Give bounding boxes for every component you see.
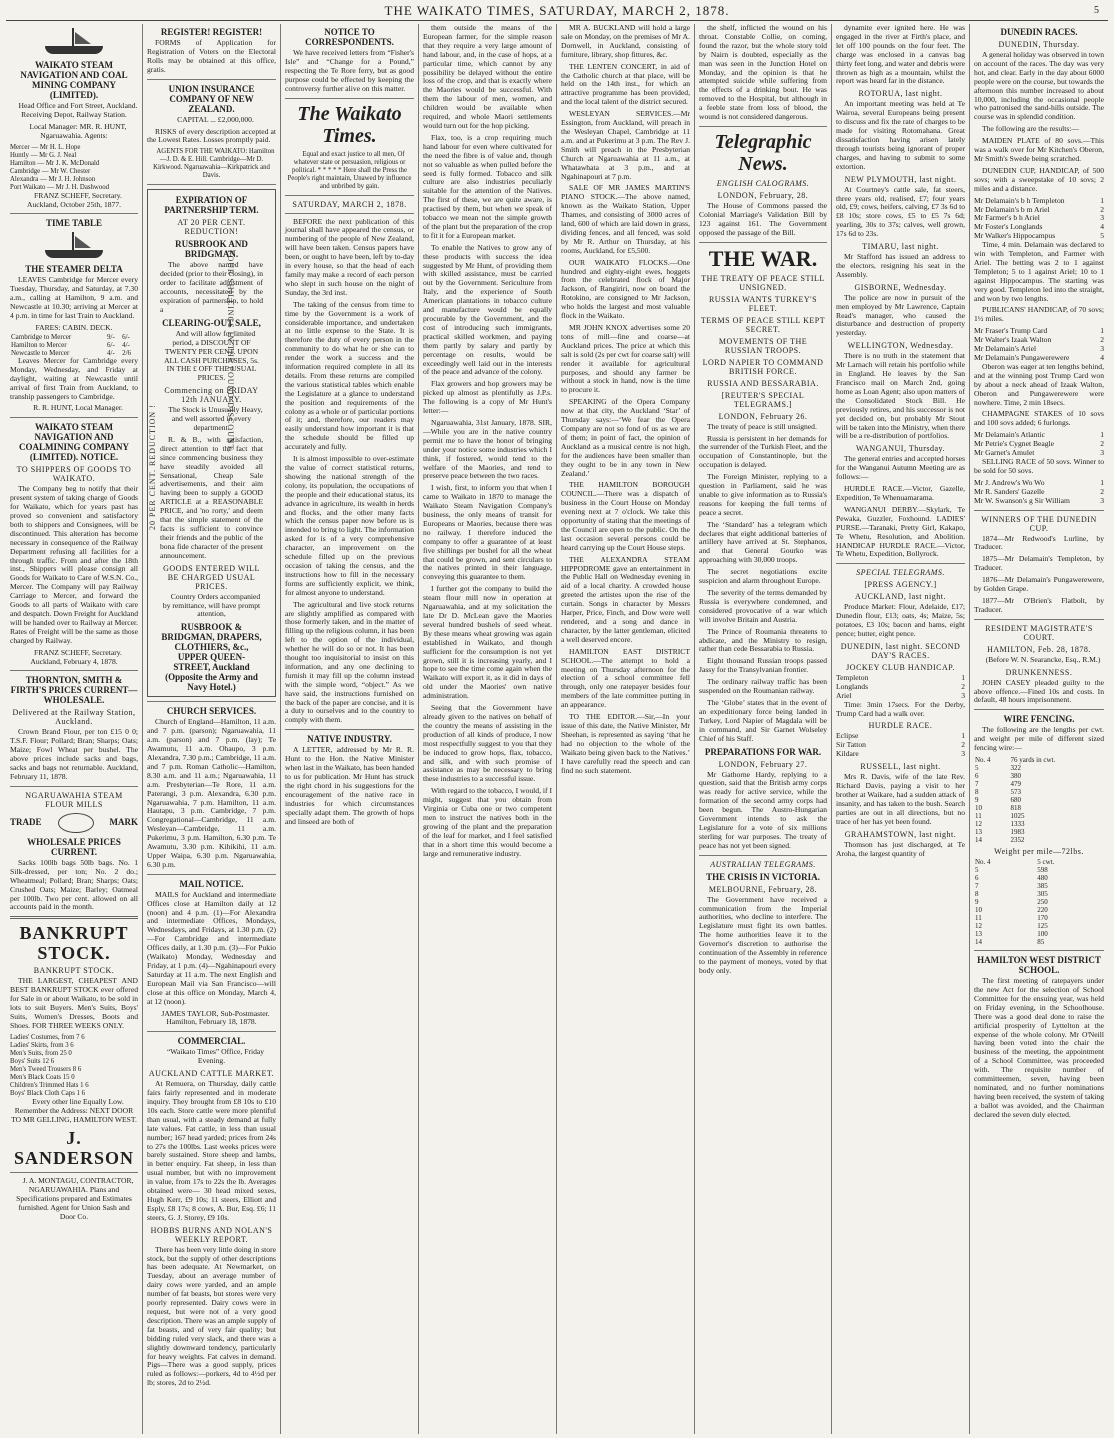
delta-signature: R. R. HUNT, Local Manager. xyxy=(33,403,123,413)
clearing-sale: CLEARING-OUT SALE, xyxy=(162,317,261,328)
war-paragraph: The Foreign Minister, replying to a question in Parliament, said he was unable to give information as to Russia's reasons for keeping the full terms of peace a secret. xyxy=(699,472,827,517)
news-item: An important meeting was held at Te Wairoa, several Europeans being present to discuss and fix the rate of charges to be made for visiting Rotomahana. Great dissatisfaction having arisen lately through tourists being ignorant of proper charges, and having to submit to some extortion. xyxy=(836,99,965,171)
news-item: Thomson has just discharged, at Te Aroha, the largest quantity of xyxy=(836,839,965,858)
paper-title: The Waikato Times. xyxy=(297,102,402,147)
cattle-text: At Remuera, on Thursday, daily cattle fairs fairly represented and in moderate inquiry. They brought from £8 10s to £10 10s each. Store cattle were more plentiful than usual, with a steady demand at fully late values. Fat cattle, in less than usual number; 167 head yarded; prices from 24s to 27s the 100lbs. Last weeks prices were barely sustained. Store sheep and lambs, in better enquiry. Fat sheep, in less than usual number, but with no improvement in value, from 17s to 22s the lb. Averages obtained were— 30 head mixed sexes, Hugh Kerr, £9 10s; 11 steers, Elliott and Esply, £8 17s; 8 cows, A. Bur, Esq. £6; 11 steers, G. J. Storey, £9 10s. xyxy=(147,1079,276,1222)
war-headline: TERMS OF PEACE STILL KEPT SECRET. xyxy=(700,315,826,334)
wire-fencing-title: WIRE FENCING. xyxy=(1003,714,1075,725)
native-industry-text: A LETTER, addressed by Mr R. R. Hunt to the Hon. the Native Minister when last in the Waikato, has been handed to us for publication. Mr Hunt has struck the right chord in his suggestions for the encouragement of the native race in industries for which circumstances specially adapt them. The growth of hops and linseed are both of xyxy=(285,745,414,826)
leader-paragraph: It is almost impossible to over-estimate the value of correct statistical returns, showing the national strength of the colony, its population, the occupations of the people and their educational status, its advance in agriculture, its wealth in herds and flocks, and the other many facts which the census paper now before us is intended to bring to light. The information asked for is of a very comprehensive character, an improvement on the schedule filled up on the previous occasion of taking the census, and the instructions how to fill in the necessary forms are sufficiently explicit, we think, for almost anyone to understand. xyxy=(285,454,414,597)
table-row: Sir Tatton 2 xyxy=(836,740,965,750)
table-row: Mr Walker's Hippocampus 5 xyxy=(974,231,1104,241)
agent-entry: Mercer — Mr H. L. Hope xyxy=(10,143,81,151)
race-title: HURDLE RACE. xyxy=(868,721,933,731)
wire-intro: The following are the lengths per cwt. and weight per mile of different sized fencing wire:— xyxy=(974,725,1104,753)
preparations-text: Mr Gathorne Hardy, replying to a question, said that the British army corps was ready for active service, while the formation of the second army corps had been begun. The Austro-Hungarian Government intends to ask the Legislature for a vote of six millions sterling for war purposes. The treaty of peace has not yet been signed. xyxy=(699,769,827,850)
dunedin-races-title: DUNEDIN RACES. xyxy=(1000,27,1078,37)
church-title: CHURCH SERVICES. xyxy=(166,706,257,717)
table-row: 13 1983 xyxy=(975,828,1025,837)
dateline: GISBORNE, Wednesday. xyxy=(854,282,947,292)
preparations-title: PREPARATIONS FOR WAR. xyxy=(704,746,822,757)
list-item: 1875—Mr Delamain's Templeton, by Traducer. xyxy=(974,554,1104,573)
agents-heading: Local Manager: MR. R. HUNT, Ngaruawahia. Agents: xyxy=(29,121,127,140)
commercial-sub: “Waikato Times” Office, Friday Evening. xyxy=(166,1047,265,1066)
table-row: 14 2352 xyxy=(975,836,1025,845)
news-item: WESLEYAN SERVICES.—Mr Essington, from Auckland, will preach in the Wesleyan Chapel, Cambridge at 11 a.m. and at Pukerimu at 3 p.m. The Rev J. Smith will preach in the Presbyterian Church at Ngaruawahia at 11 a.m., at Whatawhata at 3 p.m., and at Ngahinapouri at 7 p.m. xyxy=(561,109,690,181)
mail-text: MAILS for Auckland and intermediate Offices close at Hamilton daily at 12 (noon) and 4 p.m. (1)—For Alexandra and intermediate Offices, Mondays, Wednesdays, and Fridays, at 1.30 p.m. (2)—For Cambridge and intermediate Offices daily, at 1.30 p.m. (3)—For Pukio (Waikato) Monday, Wednesday and Friday, at 1 p.m. (4)—Ngahinapouri every Saturday at 11 a.m. The next English and European Mail via San Francisco—will close at this office on Monday, March 4, at 12 (noon). xyxy=(147,889,276,1006)
english-cablegrams-title: ENGLISH CALOGRAMS. xyxy=(716,178,810,188)
steam-nav-office: Head Office and Fort Street, Auckland. Receiving Depot, Railway Station. xyxy=(18,101,138,119)
produce-text: There has been very little doing in store stock, but the supply of other descriptions has been adequate. At Newmarket, on Tuesday, about an average number of dairy cows were yarded, and an ample number of fat beasts, but stores were very poorly represented. Dairy cows were in request, but were not of a very good description. There was an ample supply of fat beasts, and of very fair quality; but bidding ruled very slack, and there was a slightly downward tendency, particularly for heavy weights. Fat calves in demand. Pigs—There was a good supply, prices ruled as follows:—porkers, 4d to 4½d per lb; stores, 2d to 2½d. xyxy=(147,1244,276,1388)
rusbrook-title: RUSBROOK AND BRIDGMAN. xyxy=(175,239,248,260)
news-item: Oberon was eager at ten lengths behind, and at the winning post Trump Card won by about a neck ahead of Izaak Walton, Oberon and Pungawerewere were nowhere. Time, 2 min 18secs. xyxy=(974,361,1104,407)
leader-paragraph: BEFORE the next publication of this journal shall have appeared the census, or numbering of the people of New Zealand, will have been taken. Census papers have been, or ought to have been, left by to-day in every house, so that the head of each family may make a record of each person who slept in such house on the night of Sunday, the 3rd inst. xyxy=(285,216,414,297)
steamer-icon xyxy=(39,232,109,260)
news-item: MAIDEN PLATE of 80 sovs.—This was a walk over for Mr Kitchen's Oberon, Mr Smith's Swede being scratched. xyxy=(974,136,1104,163)
war-headline: RUSSIA WANTS TURKEY'S FLEET. xyxy=(708,294,818,313)
steam-nav-title: WAIKATO STEAM NAVIGATION AND COAL MINING COMPANY (LIMITED). xyxy=(20,60,128,100)
table-row: 7 479 xyxy=(975,780,1022,789)
table-row: 6 480 xyxy=(975,874,1048,883)
war-title: THE WAR. xyxy=(708,245,818,271)
news-item: MR A. BUCKLAND will hold a large sale on Monday, on the premises of Mr A. Dornwell, in Auckland, consisting of furniture, library, shop fittures, &c. xyxy=(561,24,690,59)
race-time: Time: 3min 17secs. For the Derby, Trump Card had a walk over. xyxy=(836,699,965,718)
news-item: dynamite ever ignited here. He was engaged in the river at Firth's place, and let off 100 pounds on the four feet. The charge was enclosed in a canvas bag thirty feet long, and water and debris were thrown as high as a mountain, whilst the report was heard far in the distance. xyxy=(836,24,965,86)
bankrupt-footer: Every other line Equally Low. Remember the Address: NEXT DOOR TO MR GELLING, HAMILTON WEST. xyxy=(11,1096,137,1124)
union-text: RISKS of every description accepted at the Lowest Rates. Losses promptly paid. xyxy=(147,126,276,145)
dateline: DUNEDIN, Thursday. xyxy=(998,40,1080,49)
race-title: CHAMPAGNE STAKES of 10 sovs and 100 sovs added; 6 furlongs. xyxy=(974,409,1104,428)
table-row: Mr Delamain's Ariel 3 xyxy=(974,344,1104,354)
table-row: Mr J. Andrew's Wo Wo 1 xyxy=(974,477,1104,487)
table-row: Hamilton to Mercer 6/- 4/- xyxy=(11,340,130,349)
charge-title: DRUNKENNESS. xyxy=(1005,667,1073,677)
hw-school-text: The first meeting of ratepayers under the new Act for the selection of School Committee for the ensuing year, was held on Friday evening, in the Schoolhouse. There was a good deal done to raise the artificial prosperity of Lyttelton at the expense of the whole colony. Mr O'Neill having been voted into the chair the business of the meeting, the appointment of a School Committee, was proceeded with. The requisite number of committeemen, seven, having been nominated, and no further nominations having been received, the system of taking a ballot was avoided, and the Chairman declared the seven duly elected. xyxy=(974,976,1104,1119)
news-item: A general holiday was observed in town on account of the races. The day was very hot, and clear. Early in the day about 6000 people were on the course, but towards the afternoon this number increased to about 10,000, including the occasional people who patronised the sand-hills outside. The course was in splendid condition. xyxy=(974,50,1104,122)
agent-entry: Alexandra — Mr J. H. Johnson xyxy=(10,175,96,183)
table-row: Mr Delamain's Pungawerewere 4 xyxy=(974,353,1104,362)
news-item: Mr Stafford has issued an address to the electors, resigning his seat in the Assembly. xyxy=(836,252,965,279)
leader-paragraph: The taking of the census from time to time by the Government is a work of considerable importance, and undertaken at no little expense to the State. It is therefore the duty of every person in the community to do what he or she can to render the work a success and the information required complete in all its details. From these returns are compiled the various statistical tables which enable the Legislature at a glance to understand the position and requirements of the colony as a whole or of particular portions of it; and, therefore, our readers may easily understand how important it is that the schedule should be filled up accurately and fully. xyxy=(285,299,414,452)
news-item: SPEAKING of the Opera Company now at that city, the Auckland ‘Star’ of Thursday says:—‘We fear the Opera Company are not so fond of us as we are of them; in point of fact, the opinion of Auckland as a musical centre is not high, for the audiences have been smaller than they ought to be in any town in New Zealand.’ xyxy=(561,397,690,478)
dateline: MELBOURNE, February, 28. xyxy=(708,884,818,894)
race-results xyxy=(836,674,965,701)
produce-title: HOBBS BURNS AND NOLAN'S WEEKLY REPORT. xyxy=(150,1225,273,1244)
table-row: 10 220 xyxy=(975,906,1048,915)
register-text: FORMS of Application for Registration of Voters on the Electoral Rolls may be obtained at this office, gratis. xyxy=(147,38,276,74)
delta-return: Leaves Mercer for Cambridge every Monday, Wednesday, and Friday at daylight, waiting at Newcastle until arrival of first Train from Auckland, to tranship passengers to Cambridge. xyxy=(10,355,138,401)
column-4 xyxy=(419,24,557,1434)
dateline: LONDON, February, 28. xyxy=(717,190,809,200)
war-headline: LORD NAPIER TO COMMAND BRITISH FORCE. xyxy=(702,357,824,376)
montagu-ad: J. A. MONTAGU, CONTRACTOR, NGARUAWAHIA. Plans and Specifications prepared and Estimates furnished. Agent for Union Sash and Door Co. xyxy=(16,1176,134,1222)
wire-lengths-table xyxy=(974,756,1104,844)
war-paragraph: The secret negotiations excite suspicion and alarm throughout Europe. xyxy=(699,567,827,586)
agent-entry: Cambridge — Mr W. Chester xyxy=(10,167,91,175)
table-row: 6 380 xyxy=(975,772,1022,781)
masthead-rule xyxy=(6,20,1108,21)
war-headline: MOVEMENTS OF THE RUSSIAN TROOPS. xyxy=(718,336,808,355)
news-item: The following are the results:— xyxy=(982,124,1080,134)
table-row: 9 250 xyxy=(975,898,1048,907)
page-number: 5 xyxy=(1094,5,1100,16)
mark-label: MARK xyxy=(109,817,138,828)
table-row: Cambridge to Mercer 9/- 6/- xyxy=(11,332,130,341)
commencing-date: Commencing on FRIDAY 12th JANUARY. xyxy=(164,386,259,405)
race-results xyxy=(974,479,1104,506)
rm-case: JOHN CASEY pleaded guilty to the above offence.—Fined 10s and costs. In default, 48 hours imprisonment. xyxy=(974,677,1104,705)
winners-title: WINNERS OF THE DUNEDIN CUP. xyxy=(981,514,1097,533)
union-capital: CAPITAL ... £2,000,000. xyxy=(177,114,254,124)
steamship-icon xyxy=(39,28,109,56)
sanderson-name: J. SANDERSON xyxy=(13,1128,135,1169)
crisis-title: THE CRISIS IN VICTORIA. xyxy=(706,871,820,882)
wsn-notice-body: The Company beg to notify that their present system of taking charge of Goods for Waikato, which for years past has proved so convenient and satisfactory both to shippers and Consignees, will be discontinued. This alteration has become necessary in consequence of the Railway Department refusing all facilities for a through traffic. From and after the 18th inst., Shippers will please consign all Goods for Waikato to Care of W.S.N. Co., Mercer. The Company will pay Railway Carriage to Mercer, and forward the Goods to all parts of Waikato with care and despatch. Down Freight for Auckland will be handed over to Railway at Mercer. Rates of Freight will be the same as those charged by Railway. xyxy=(10,484,138,645)
war-paragraph: The severity of the terms demanded by Russia is everywhere condemned, and considered provocative of a war which will involve Britain and Austria. xyxy=(699,588,827,624)
article-paragraph: I further got the company to build the steam flour mill now in operation at Ngaruawahia, and at my solicitation the late Dr D. McLean gave the Maories several hundred bushels of seed wheat. By these means wheat growing was again established in Waikato, and though sufficient for the consumption is not yet grown, still it is increasing yearly, and I hope to see the time come again when the Waikato will export it, as it did in days of old under the Maories' own native administration. xyxy=(423,584,552,701)
special-telegrams-title: SPECIAL TELEGRAMS. xyxy=(856,568,945,578)
table-row: 13 100 xyxy=(975,930,1048,939)
partnership-ad xyxy=(147,189,276,697)
rusbrook-more: R. & B., with satisfaction, direct attention to the fact that since commencing business they have steadily avoided all Sensational, Cheap Sale advertisements, and their aim having been to supply a GOOD ARTICLE at a REASONABLE PRICE, and 'no rorty,' and deem that the simple statement of the facts is sufficient to convince their friends and the public of the bona fide character of the present announcement. xyxy=(160,434,263,560)
news-item: THE ALEXANDRA STEAM HIPPODROME gave an entertainment in the Public Hall on Wednesday evening in aid of a local charity. A crowded house greeted the artistes upon the rise of the curtain. Songs in character by Messrs Harper, Price, Finch, and Dow were well rendered, and a song and dance in character, by the latter gentleman, elicited a well deserved encore. xyxy=(561,554,690,644)
race-results xyxy=(974,431,1104,458)
flour-mills-title: NGARUAWAHIA STEAM FLOUR MILLS xyxy=(25,790,123,809)
table-row: 11 1025 xyxy=(975,812,1025,821)
delta-title: THE STEAMER DELTA xyxy=(25,264,123,275)
table-row: Mr Delamain's b m Ariel 2 xyxy=(974,204,1104,214)
race-results xyxy=(974,197,1104,242)
column-2 xyxy=(143,24,281,1434)
thornton-prices: Crown Brand Flour, per ton £15 0 0; T.S.F. Flour; Pollard; Bran; Sharps; Oats; Maize; Fowl Wheat per bushel. The above prices include sacks and bags, sacks and bags not returnable. Auckland, February 11, 1878. xyxy=(10,727,138,781)
masthead xyxy=(0,0,1114,22)
table-row: No. 4 5 cwt. xyxy=(975,858,1055,867)
list-item: Men's Black Coats 15 0 xyxy=(10,1073,75,1081)
correspondents-title: NOTICE TO CORRESPONDENTS. xyxy=(305,27,394,47)
thornton-subtitle: Delivered at the Railway Station, Auckland. xyxy=(12,708,136,727)
rm-before: (Before W. N. Searancke, Esq., R.M.) xyxy=(985,654,1101,664)
australian-telegrams-title: AUSTRALIAN TELEGRAMS. xyxy=(710,859,816,869)
dateline: TIMARU, last night. xyxy=(862,242,939,252)
news-item: Mrs R. Davis, wife of the late Rev. Richard Davis, paying a visit to her brother at Waikare, had a sudden attack of insanity, and has taken to the bush. Search parties are out in all directions, but no trace of her has yet been found. xyxy=(836,772,965,826)
news-item: There is no truth in the statement that Mr Larnach will retain his portfolio while in England. He leaves by the San Francisco mail on March 2nd, going home as Loan Agent; also upon matters of the Consolidated Stock Bill. He previously retires, and his successor is not yet decided on, but probably Mr Stout will be taken into the Ministry, when there will be a re-distribution of portfolios. xyxy=(836,351,965,441)
war-paragraph: The treaty of peace is still unsigned. xyxy=(707,421,817,431)
agents-list xyxy=(10,144,138,192)
list-item: Men's Suits, from 25 0 xyxy=(10,1049,72,1057)
news-item: Time, 4 min. Delamain was declared to win with Templeton, and Farmer with Ariel. The betting was 2 to 1 against Templeton; 5 to 1 against Ariel; 10 to 1 against Hippocampus. The starting was very good. Templeton led into the straight, and won by two lengths. xyxy=(974,240,1104,303)
bankrupt-text: THE LARGEST, CHEAPEST AND BEST BANKRUPT STOCK ever offered for Sale in or about Waikato, to be sold in lots to suit Buyers. Men's Suits, Boys' Suits, Women's Dresses, Boots and Shoes. FOR THREE WEEKS ONLY. xyxy=(10,976,138,1030)
masthead-title: THE WAIKATO TIMES, SATURDAY, MARCH 2, 1878. xyxy=(384,3,730,18)
expiration-title: EXPIRATION OF PARTNERSHIP TERM. xyxy=(164,195,259,216)
table-row: Mr Fraser's Trump Card 1 xyxy=(974,326,1104,336)
column-8 xyxy=(970,24,1108,1434)
table-row: 10 818 xyxy=(975,804,1022,813)
race-entries: WANGANUI DERBY.—Skylark, Te Pewaka, Guzzler, Foxhound. LADIES' PURSE.—Taranaki, Pretty Girl, Kakapo, Te Whetu, Resolution, and Abolition. HANDICAP HURDLE RACE.—Victor, Te Whetu, Expedition, Bollyrock. xyxy=(836,504,965,559)
wire-weights-heading: Weight per mile—72lbs. xyxy=(994,847,1084,857)
cattle-title: AUCKLAND CATTLE MARKET. xyxy=(148,1069,275,1079)
article-paragraph: To enable the Natives to grow any of these products with success the idea suggested by Mr Hunt, of providing them with skilled assistance, must be carried out by the Government. Sericulture from Italy, and the experience of South American plantations in tobacco culture and manufacture would be equally procurable by the Government, and the cost of introducing such immigrants, practical skilled workmen, and paying them partly by salary and partly by percentage on results, would be exceedingly well laid out in the interests of the peace and advance of the colony. xyxy=(423,242,552,377)
church-text: Church of England—Hamilton, 11 a.m. and 7 p.m. (parson); Ngaruawahia, 11 a.m. (parson) and 7 p.m. (lay); Te Awamutu, 11 a.m. Ohaupo, 3 p.m. Alexandra, 7.30 p.m.; Cambridge, 11 a.m. and 7 p.m. Roman Catholic—Hamilton, 8.30 a.m. and 11 a.m.; Ngaruawahia, 11 a.m. Presbyterian—Te Rore, 11 a.m. Paterangi, 3 p.m. Alexandra, 6.30 p.m. Ngaruawahia, 7 p.m. Hamilton, 11 a.m. Hautapu, 3 p.m. Cambridge, 7 p.m. Congregational—Cambridge, 11 a.m. Wesleyan—Cambridge, 11 a.m. Pukerimu, 3 p.m. Hamilton, 6.30 p.m. Te Awamutu, 3.30 p.m. Kihikihi, 11 a.m. Upper Waipa, 6.30 p.m. Ngaruawahia, 6.30 p.m. xyxy=(147,717,276,869)
news-item: THE HAMILTON BOROUGH COUNCIL.—There was a dispatch of business in the Court House on Monday evening next at 7 o'clock. We take this opportunity of stating that the meetings of the Council are open to the public. On the last occasion several persons could be heard carrying up the Court House steps. xyxy=(561,480,690,552)
dateline: LONDON, February 26. xyxy=(718,411,808,421)
dateline: WANGANUI, Thursday. xyxy=(855,444,946,454)
press-agency-label: [PRESS AGENCY.] xyxy=(864,580,937,590)
war-paragraph: Eight thousand Russian troops passed Jassy for the Transylvanian frontier. xyxy=(699,656,827,675)
article-paragraph: Flax, too, is a crop requiring much hand labour for even where cultivated for the need the fibre is of value and, though not so valuable as when pulled before the seed is fully formed. Tobacco and silk culture are also industries peculiarly suitable for the attention of the Natives. The first of these, we are quite aware, is practised by them, but when we speak of tobacco we mean not the simple growth of the plant but the preparation of the crop to fit it for a European market. xyxy=(423,132,552,240)
article-paragraph: Seeing that the Government have already given to the natives on behalf of the country the means of assisting in the production of all kinds of produce, I now most respectfully suggest to you that they be induced to grow hops, flax, tobacco, and silk, and with such promise of assistance as may be necessary to bring these industries to a successful issue. xyxy=(423,703,552,784)
union-insurance-title: UNION INSURANCE COMPANY OF NEW ZEALAND. xyxy=(168,83,255,114)
dateline: WELLINGTON, Wednesday. xyxy=(847,341,954,351)
column-3 xyxy=(281,24,419,1434)
fares-table xyxy=(10,333,138,357)
war-paragraph: The Prince of Roumania threatens to abdicate, and the Ministry to resign, rather than cede Bessarabia to Russia. xyxy=(699,626,827,654)
rm-court-title: RESIDENT MAGISTRATE'S COURT. xyxy=(985,623,1093,642)
vertical-text-right: FOUR SHILLINGS IN THE POUND DISCOUNT. xyxy=(226,250,236,454)
table-row: 7 385 xyxy=(975,882,1048,891)
wsn-notice-title: WAIKATO STEAM NAVIGATION AND COALMINING COMPANY (LIMITED). NOTICE. xyxy=(18,422,130,463)
article-paragraph: them outside the means of the European farmer, for the simple reason that they require a very large amount of hand labour, and, in the case of hops, at a particular time, which cannot by any possibility be delayed without the entire loss of the crop, and that is exactly where the Maories would be successful. With them the labour of men, women, and children would be available when required, and whole Maori settlements would turn out for the hop picking. xyxy=(423,24,552,130)
vertical-text-left: 20 PER CENT. REDUCTION ! xyxy=(148,404,157,531)
dateline: LONDON, February 27. xyxy=(718,759,808,769)
stock-note: The Stock is Unusually Heavy, and well assorted in every department. xyxy=(168,405,263,433)
mail-title: MAIL NOTICE. xyxy=(179,878,244,889)
cable-text: The House of Commons passed the Colonial Marriage's Validation Bill by 123 against 161. The Government opposed the passage of the Bill. xyxy=(699,200,827,237)
article-paragraph: I wish, first, to inform you that when I came to Waikato in 1870 to manage the Waikato Steam Navigation Company's business, the only means of transit for Europeans or Maories, because there was no railway. I therefore induced the company to offer a guarantee of at least five shillings per bushel for all the wheat that could be grown, and sent circulars to the natives printed in their language, conveying this guarantee to them. xyxy=(423,483,552,582)
trade-label: TRADE xyxy=(10,817,42,828)
table-row: Templeton 1 xyxy=(836,672,965,682)
goods-entered: GOODS ENTERED WILL BE CHARGED USUAL PRICES. xyxy=(163,563,260,591)
list-item: 1877—Mr O'Brien's Flatbolt, by Traducer. xyxy=(974,595,1104,614)
news-item: SALE OF MR JAMES MARTIN'S PIANO STOCK.—The above named, known as the Waikato Station, Upper Thames, and consisting of 3000 acres of land, 600 of which are laid down in grass, dividing fences, and all fenced, was sold by Mr R. Arthur on Thursday, at his rooms, Auckland, for £5,500. xyxy=(561,183,690,255)
race-title: DUNEDIN CUP, HANDICAP, of 500 sovs; with a sweepstake of 10 sovs; 2 miles and a distance. xyxy=(974,165,1104,193)
clearing-terms: And will allow for limited period, a DISCOUNT OF TWENTY PER CENT. UPON ALL CASH PURCHASES, 5s. IN THE £ OFF THE USUAL PRICES. xyxy=(164,328,259,383)
table-row: Mr W. Swanson's g Sir William 3 xyxy=(974,495,1104,505)
news-item: The general entries and accepted horses for the Wanganui Autumn Meeting are as follows:— xyxy=(836,454,965,482)
fares-heading: FARES: CABIN. DECK. xyxy=(35,322,113,332)
news-item: At Courtney's cattle sale, fat steers, three years old, realised, £7; four years old, £9; cows, heifers, calving, £7 3s 6d to £8 10s; store cows, £5 to £5 7s 6d; yearling, 30s to 37s; calves, well grown, 17s 6d to 23s. xyxy=(836,184,965,239)
wholesale-title: WHOLESALE PRICES CURRENT. xyxy=(27,836,121,857)
list-item: Men's Tweed Trousers 8 6 xyxy=(10,1065,82,1073)
time-table-title: TIME TABLE xyxy=(46,218,102,229)
table-row: 12 1333 xyxy=(975,820,1025,829)
column-5 xyxy=(557,24,695,1434)
thornton-title: THORNTON, SMITH & FIRTH'S PRICES CURRENT—WHOLESALE. xyxy=(10,675,138,706)
table-row: Newcastle to Mercer 4/- 2/6 xyxy=(11,348,132,357)
table-row: No. 4 76 yards in cwt. xyxy=(975,756,1056,765)
dateline: ROTORUA, last night. xyxy=(858,89,943,99)
wsn-notice-head: TO SHIPPERS OF GOODS TO WAIKATO. xyxy=(16,465,132,484)
table-row: Mr Farmer's b h Ariel 3 xyxy=(974,213,1104,223)
race-title: PUBLICANS' HANDICAP, of 70 sovs; 1½ miles. xyxy=(974,305,1104,324)
race-entries: HURDLE RACE.—Victor, Gazelle, Expedition, Te Whenuamarama. xyxy=(836,484,965,502)
table-row: 12 125 xyxy=(975,922,1048,931)
column-6 xyxy=(695,24,832,1434)
rusbrook-footer: RUSBROOK & BRIDGMAN, DRAPERS, CLOTHIERS, &c., UPPER QUEEN-STREET, Auckland (Opposite the Army and Navy Hotel.) xyxy=(161,622,262,693)
bankrupt-sub: BANKRUPT STOCK. xyxy=(33,966,115,976)
union-agents: AGENTS FOR THE WAIKATO: Hamilton—J. D. & E. Hill. Cambridge—Mr D. Kirkwood. Ngaruawahia—Kirkpatrick and Davis. xyxy=(153,148,275,180)
trade-mark-emblem-icon xyxy=(58,813,94,833)
dateline: DUNEDIN, last night. SECOND DAY'S RACES. xyxy=(840,641,961,660)
reduction-sub: AT 20 PER CENT. REDUCTION! xyxy=(177,218,246,237)
list-item: Boys' Suits 12 6 xyxy=(10,1057,55,1065)
leader-paragraph: The agricultural and live stock returns are slightly amplified as compared with those formerly taken, and in the matter of filling up the religious column, it has been left to the option of the individual, whether he will do so or not. It has been thought too inquisitorial to insist on this information, and any one declining to furnish it may fill up the column instead with the simple word, “object.” As we have said, the instructions furnished on the back of the paper are concise, and it is a duty to ourselves and to the country to comply with them. xyxy=(285,599,414,725)
list-item: Ladies' Costumes, from 7 6 xyxy=(10,1033,85,1041)
table-row: 5 598 xyxy=(975,866,1048,875)
hw-school-title: HAMILTON WEST DISTRICT SCHOOL. xyxy=(977,955,1101,976)
news-item: MR JOHN KNOX advertises some 20 tons of mill—fine and coarse—at Auckland prices. The price at which this salt is sold (2s per cwt for coarse salt) will render it available for agricultural purposes, and should any farmer be without a stock in hand, now is the time to procure it. xyxy=(561,323,690,395)
dateline: GRAHAMSTOWN, last night. xyxy=(844,829,957,839)
dateline: HAMILTON, Feb. 28, 1878. xyxy=(987,644,1091,654)
list-item: 1874—Mr Redwood's Lurline, by Traducer. xyxy=(974,533,1104,552)
mail-signature: JAMES TAYLOR, Sub-Postmaster. Hamilton, February 18, 1878. xyxy=(161,1008,270,1027)
bankrupt-items xyxy=(10,1034,138,1098)
table-row: 5 322 xyxy=(975,764,1022,773)
country-orders: Country Orders accompanied by remittance, will have prompt attention, xyxy=(162,591,261,619)
news-item: The police are now in pursuit of the men employed by Mr Lawrence, Captain Read's manager, who caused the disturbance and destruction of property yesterday. xyxy=(836,292,965,338)
war-paragraph: Russia is persistent in her demands for the surrender of the Turkish Fleet, and the occupation of Constantinople, but the occupation is delayed. xyxy=(699,433,827,470)
article-paragraph: With regard to the tobacco, I would, if I might, suggest that you obtain from Virginia or Cuba one or two competent men to instruct the natives both in the growing of the plant and the preparation of the leaf for market, and I feel satisfied that in a short time this would become a large and remunerative industry. xyxy=(423,786,552,858)
race-results xyxy=(836,732,965,759)
article-paragraph: Ngaruawahia, 31st January, 1878. SIR,—While you are in the native country permit me to have the honor of bringing under your notice some industries which I think, if fostered, would tend to the welfare of the Maories, and tend to preserve peace between the two races. xyxy=(423,417,552,481)
list-item: Children's Trimmed Hats 1 6 xyxy=(10,1081,89,1089)
crisis-text: The Government have received a communication from the Imperial authorities, who decline to interfere. The Legislature must fight its own battles. The home authorities leave it to the Governor's discretion to authorise the continuation of the Assembly in reference to the payment of moneys, voted by that body only. xyxy=(699,894,827,975)
dateline: RUSSELL, last night. xyxy=(860,762,941,772)
article-paragraph: Flax growers and hop growers may be picked up almost as plentifully as J.P.s. The following is a copy of Mr Hunt's letter:— xyxy=(423,379,552,416)
race-title: SELLING RACE of 50 sovs. Winner to be sold for 50 sovs. xyxy=(974,456,1104,475)
war-paragraph: The ordinary railway traffic has been suspended on the Roumanian railway. xyxy=(699,677,827,696)
dateline: NEW PLYMOUTH, last night. xyxy=(844,174,957,184)
table-row: Longlands 2 xyxy=(836,681,965,691)
agent-entry: Hamilton — Mr J. K. McDonald xyxy=(10,159,100,167)
table-row: 9 680 xyxy=(975,796,1022,805)
race-results xyxy=(974,327,1104,363)
table-row: Mr Walter's Izaak Walton 2 xyxy=(974,335,1104,345)
war-headline: THE TREATY OF PEACE STILL UNSIGNED. xyxy=(701,273,825,292)
native-industry-title: NATIVE INDUSTRY. xyxy=(307,734,392,745)
paper-motto: Equal and exact justice to all men, Of whatever state or persuasion, religious or political. * * * * * Here shall the Press the People's right maintain, Unawed by influence and unbribed by gain. xyxy=(287,150,412,190)
race-title: JOCKEY CLUB HANDICAP. xyxy=(846,662,955,672)
list-item: Ladies' Skirts, from 3 6 xyxy=(10,1041,74,1049)
list-item: Boys' Black Cloth Caps 1 6 xyxy=(10,1089,86,1097)
table-row: Mr Foster's Longlands 4 xyxy=(974,222,1104,232)
news-item: the shelf, inflicted the wound on his throat. Constable Collie, on coming, found the razor, but the whole story told by Nairn is doubted, especially as the man was seen in the Junction Hotel on Monday, and the opinion is that he attempted suicide while suffering from the effects of a drinking bout. He was removed to the Hospital, but although in a feeble state from loss of blood, the wound is not considered dangerous. xyxy=(699,24,827,122)
column-7 xyxy=(832,24,970,1434)
commercial-title: COMMERCIAL. xyxy=(177,1036,246,1047)
war-paragraph: The ‘Standard’ has a telegram which declares that eight additional batteries of artillery have arrived at St. Stephanos, and that General Gourko was approaching with 30,000 troops. xyxy=(699,519,827,565)
wire-weights-table xyxy=(974,858,1104,946)
war-headline: RUSSIA AND BESSARABIA. xyxy=(707,378,819,388)
trade-mark xyxy=(10,813,138,833)
table-row: Eclipse 1 xyxy=(836,731,965,741)
delta-schedule: LEAVES Cambridge for Mercer every Tuesday, Thursday, and Saturday, at 7.30 a.m., calling at Hamilton, 9 a.m. and Newcastle at 10.30; arriving at Mercer at 4 p.m. in time for last Train to Auckland. xyxy=(10,275,138,321)
news-item: OUR WAIKATO FLOCKS.—One hundred and eighty-eight ewes, hoggets from the celebrated flock of Major Jackson, of Rangiriri, now on board the Rotokino, are consigned to Mr Jackson, who holds the largest and most valuable flock in the Waikato. xyxy=(561,257,690,321)
newspaper-columns xyxy=(6,24,1108,1434)
table-row: Mr Petrie's Cygnet Beagle 2 xyxy=(974,439,1104,449)
news-item: THE LENTEN CONCERT, in aid of the Catholic church at that place, will be held on the 14th inst., for which an attractive programme has been provided, and the local talent of the district secured. xyxy=(561,61,690,107)
correspondents-text: We have received letters from “Fisher's Isle” and “Change for a Pound,” respecting the Te Rore ferry, but as good purpose could be effected by keeping the controversy further alive on this matter. xyxy=(285,48,414,93)
table-row: Mr Delamain's b h Templeton 1 xyxy=(974,195,1104,205)
dateline: AUCKLAND, last night. xyxy=(855,592,946,602)
wholesale-prices: Sacks 100lb bags 50lb bags. No. 1 Silk-dressed, per ton; No. 2 do.; Wheatmeal; Pollard; Bran; Sharps; Oats; Crushed Oats; Maize; Barley; Oatmeal per 100lb. Two per cent. allowed on all accounts paid in the month. xyxy=(10,857,138,912)
issue-date: SATURDAY, MARCH 2, 1878. xyxy=(292,199,407,209)
news-item: HAMILTON EAST DISTRICT SCHOOL.—The attempt to hold a meeting on Thursday afternoon for the election of a school committee fell through, only one ratepayer besides four members of the late committee putting in an appearance. xyxy=(561,646,690,710)
rusbrook-text: The above named have decided (prior to their closing), in order to facilitate adjustment of accounts, necessitated by the expiration of partnership, to hold a xyxy=(160,260,263,314)
reuter-label: [REUTER'S SPECIAL TELEGRAMS.] xyxy=(721,390,805,409)
wsn-notice-signature: FRANZ SCHEFF, Secretary. Auckland, February 4, 1878. xyxy=(30,647,122,666)
table-row: Mr Garnet's Amulet 3 xyxy=(974,448,1104,458)
agent-entry: Huntly — Mr G. J. Neal xyxy=(10,151,77,159)
table-row: Ariel 3 xyxy=(836,690,965,700)
table-row: 8 305 xyxy=(975,890,1048,899)
table-row: 14 85 xyxy=(975,938,1045,947)
table-row: Mr R. Sanders' Gazelle 2 xyxy=(974,486,1104,496)
table-row: Mr Delamain's Atlantic 1 xyxy=(974,430,1104,440)
table-row: 8 573 xyxy=(975,788,1022,797)
register-title: REGISTER! REGISTER! xyxy=(160,27,263,37)
agent-entry: Port Waikato — Mr J. H. Dashwood xyxy=(10,183,110,191)
news-item: Produce Market: Flour, Adelaide, £17; Dunedin flour, £13; oats, 4s; Maize, 5s; potatoes, £3 10s; bacon and hams, eight pence; butter, eight pence. xyxy=(836,602,965,639)
war-paragraph: The ‘Globe’ states that in the event of an expeditionary force being landed in Turkey, Lord Napier of Magdala will be in command, and Sir Garnet Wolseley Chief of his Staff. xyxy=(699,697,827,743)
news-item: TO THE EDITOR.—Sir,—In your issue of this date, the Native Minister, Mr Sheehan, is represented as saying ‘that he had no objection to the whole of the Waikato being given back to the Natives.’ I have carefully read the speech and can find no such statement. xyxy=(561,712,690,775)
telegraphic-news-title: Telegraphic News. xyxy=(714,130,812,175)
steam-nav-signature: FRANZ SCHEFF, Secretary. Auckland, October 25th, 1877. xyxy=(26,190,122,209)
list-item: 1876—Mr Delamain's Pungawerewere, by Golden Grape. xyxy=(974,575,1104,594)
bankrupt-heading: BANKRUPT STOCK. xyxy=(19,923,129,964)
column-1 xyxy=(6,24,143,1434)
table-row: 11 170 xyxy=(975,914,1048,923)
table-row: Kildare 3 xyxy=(836,749,965,759)
